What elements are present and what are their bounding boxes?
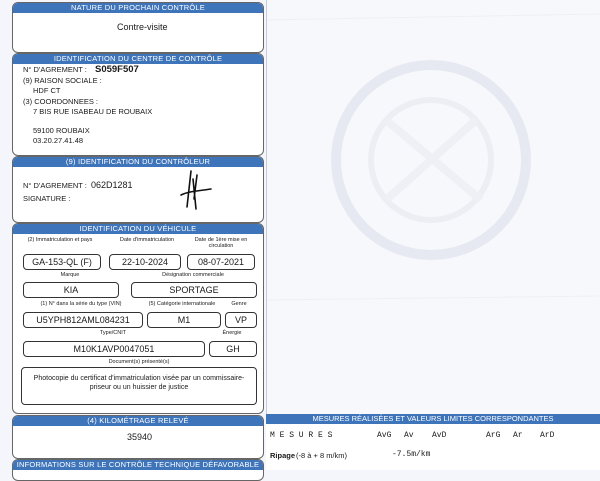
- centre-address1: 7 BIS RUE ISABEAU DE ROUBAIX: [33, 107, 153, 116]
- vehicule-box: [12, 223, 264, 414]
- col-av: Av: [404, 431, 414, 440]
- col-ar: Ar: [513, 431, 523, 440]
- centre-raison-value: HDF CT: [33, 86, 61, 95]
- next-visit-header: NATURE DU PROCHAIN CONTRÔLE: [13, 3, 263, 13]
- controleur-box: [12, 156, 264, 223]
- centre-coord-label: (3) COORDONNEES :: [23, 97, 99, 106]
- centre-agrement-label: N° D'AGREMENT :: [23, 65, 87, 74]
- date-immat-field: 22-10-2024: [109, 254, 181, 270]
- designation-field: SPORTAGE: [131, 282, 257, 298]
- marque-label: Marque: [60, 272, 80, 278]
- centre-agrement-value: S059F507: [95, 64, 139, 75]
- centre-phone: 03.20.27.41.48: [33, 136, 84, 145]
- genre-field: VP: [225, 312, 257, 328]
- infos-box: [12, 459, 264, 481]
- centre-box: [12, 53, 264, 156]
- kilometrage-box: [12, 415, 264, 459]
- controleur-signature-label: SIGNATURE :: [23, 194, 71, 203]
- vehicule-header: IDENTIFICATION DU VÉHICULE: [13, 224, 263, 234]
- docs-field: [21, 367, 257, 405]
- kilometrage-value: 35940: [127, 432, 153, 442]
- mesures-header: MESURES RÉALISÉES ET VALEURS LIMITES CORRESPONDANTES: [266, 414, 600, 424]
- cat-label: (5) Catégorie internationale: [148, 301, 216, 307]
- immat-label: (2) Immatriculation et pays: [27, 237, 93, 243]
- centre-header: IDENTIFICATION DU CENTRE DE CONTRÔLE: [13, 54, 263, 64]
- mesures-title: M E S U R E S: [270, 431, 333, 440]
- marque-field: KIA: [23, 282, 119, 298]
- first-circ-field: 08-07-2021: [187, 254, 255, 270]
- controleur-agrement-value: 062D1281: [91, 180, 133, 190]
- col-arg: ArG: [486, 431, 501, 440]
- col-ard: ArD: [540, 431, 555, 440]
- centre-address2: 59100 ROUBAIX: [33, 126, 90, 135]
- immat-field: GA-153-QL (F): [23, 254, 101, 270]
- date-immat-label: Date d'immatriculation: [119, 237, 175, 243]
- col-avd: AvD: [432, 431, 447, 440]
- energie-label: Énergie: [222, 330, 242, 336]
- col-avg: AvG: [377, 431, 392, 440]
- vin-label: (1) N° dans la série du type (VIN): [40, 301, 122, 307]
- first-circ-label: Date de 1ère mise en circulation: [194, 237, 248, 249]
- right-panel: [266, 0, 600, 470]
- controleur-agrement-label: N° D'AGREMENT :: [23, 181, 87, 190]
- energie-field: GH: [209, 341, 257, 357]
- ripage-value: -7.5m/km: [392, 450, 431, 459]
- docs-value: Photocopie du certificat d'immatriculation visée par un commissaire-priseur ou un huissier de justice: [33, 375, 245, 391]
- type-label: Type/CNIT: [99, 330, 127, 336]
- genre-label: Genre: [231, 301, 247, 307]
- centre-raison-label: (9) RAISON SOCIALE :: [23, 76, 102, 85]
- cat-field: M1: [147, 312, 221, 328]
- kilometrage-header: (4) KILOMÉTRAGE RELEVÉ: [13, 416, 263, 426]
- next-visit-box: [12, 2, 264, 53]
- ripage-label: Ripage: [270, 451, 296, 460]
- vin-field: U5YPH812AML084231: [23, 312, 143, 328]
- docs-label: Document(s) présenté(s): [108, 359, 170, 365]
- controleur-header: (9) IDENTIFICATION DU CONTRÔLEUR: [13, 157, 263, 167]
- watermark-seal: [266, 0, 600, 410]
- next-visit-value: Contre-visite: [117, 22, 168, 32]
- ripage-range: (-8 à + 8 m/km): [296, 451, 348, 460]
- type-field: M10K1AVP0047051: [23, 341, 205, 357]
- infos-header: INFORMATIONS SUR LE CONTRÔLE TECHNIQUE DÉFAVORABLE: [13, 460, 263, 470]
- right-panel-border: [266, 0, 267, 470]
- signature-mark: [163, 169, 218, 214]
- designation-label: Désignation commerciale: [162, 272, 224, 278]
